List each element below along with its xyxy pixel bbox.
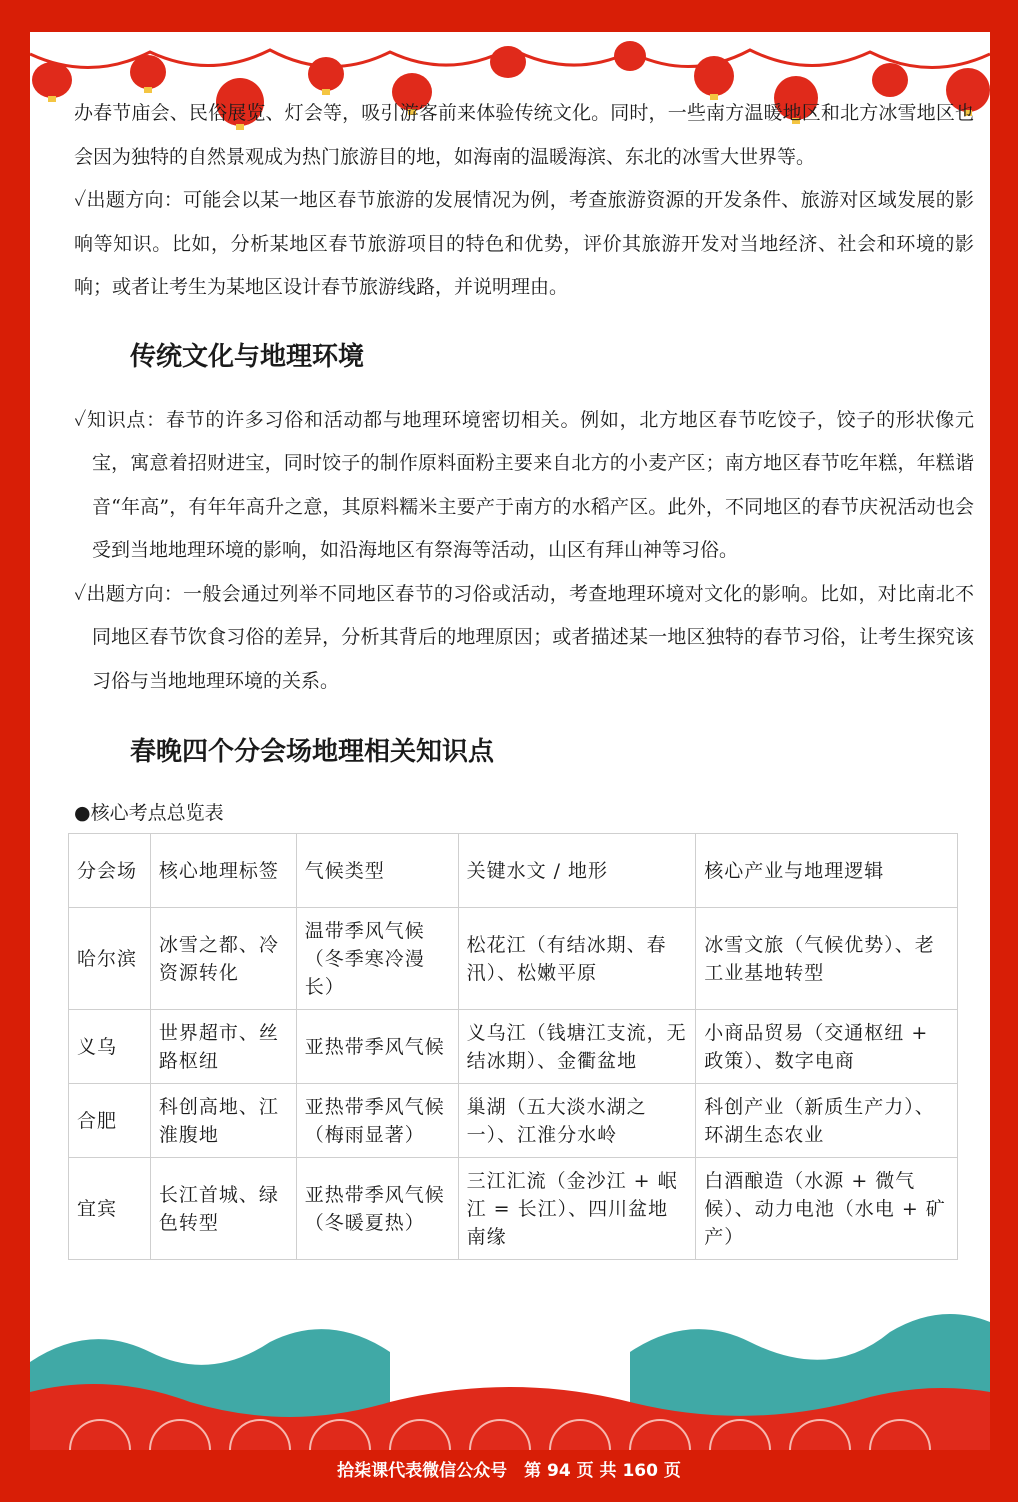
header-cell: 关键水文 / 地形 [458,834,696,908]
table-cell: 冰雪文旅（气候优势）、老工业基地转型 [696,908,958,1010]
table-cell: 合肥 [69,1084,151,1158]
table-cell: 温带季风气候（冬季寒冷漫长） [296,908,458,1010]
table-cell: 科创高地、江淮腹地 [150,1084,296,1158]
table-cell: 义乌 [69,1010,151,1084]
table-row [69,1158,958,1260]
table-row [69,1084,958,1158]
table-cell: 白酒酿造（水源 + 微气候）、动力电池（水电 + 矿产） [696,1158,958,1260]
table-cell: 世界超市、丝路枢纽 [150,1010,296,1084]
table-title: ●核心考点总览表 [74,802,224,824]
table-cell: 科创产业（新质生产力）、环湖生态农业 [696,1084,958,1158]
table-header-row [69,834,958,908]
table-cell: 巢湖（五大淡水湖之一）、江淮分水岭 [458,1084,696,1158]
table-cell: 冰雪之都、冷资源转化 [150,908,296,1010]
table-cell: 宜宾 [69,1158,151,1260]
table-cell: 亚热带季风气候（冬暖夏热） [296,1158,458,1260]
table-cell: 亚热带季风气候（梅雨显著） [296,1084,458,1158]
intro-direction-paragraph: ✓出题方向：可能会以某一地区春节旅游的发展情况为例，考查旅游资源的开发条件、旅游对区域发展的影响等知识。比如，分析某地区春节旅游项目的特色和优势，评价其旅游开发对当地经济、社会和环境的影响；或者让考生为某地区设计春节旅游线路，并说明理由。 [74,189,974,298]
content-area [74,92,974,1260]
core-points-table [68,833,958,1260]
table-row [69,908,958,1010]
page-footer: 拾柒课代表微信公众号 第 94 页 共 160 页 [337,1461,681,1481]
table-row [69,1010,958,1084]
section-title-culture: 传统文化与地理环境 [130,341,365,372]
intro-paragraph: 办春节庙会、民俗展览、灯会等，吸引游客前来体验传统文化。同时，一些南方温暖地区和北方冰雪地区也会因为独特的自然景观成为热门旅游目的地，如海南的温暖海滨、东北的冰雪大世界等。 [74,102,974,168]
direction-paragraph: ✓出题方向：一般会通过列举不同地区春节的习俗或活动，考查地理环境对文化的影响。比如，对比南北不同地区春节饮食习俗的差异，分析其背后的地理原因；或者描述某一地区独特的春节习俗，让考生探究该习俗与当地地理环境的关系。 [74,582,974,692]
page-sheet [30,32,990,1450]
header-cell: 核心地理标签 [150,834,296,908]
table-cell: 小商品贸易（交通枢纽 + 政策）、数字电商 [696,1010,958,1084]
header-cell: 核心产业与地理逻辑 [696,834,958,908]
section-title-gala: 春晚四个分会场地理相关知识点 [130,737,495,767]
table-cell: 三江汇流（金沙江 + 岷江 = 长江）、四川盆地南缘 [458,1158,696,1260]
table-cell: 亚热带季风气候 [296,1010,458,1084]
table-cell: 义乌江（钱塘江支流，无结冰期）、金衢盆地 [458,1010,696,1084]
table-cell: 松花江（有结冰期、春汛）、松嫩平原 [458,908,696,1010]
header-cell: 分会场 [69,834,151,908]
knowledge-paragraph: ✓知识点：春节的许多习俗和活动都与地理环境密切相关。例如，北方地区春节吃饺子，饺子的形状像元宝，寓意着招财进宝，同时饺子的制作原料面粉主要来自北方的小麦产区；南方地区春节吃年糕，年糕谐音“年高”，有年年高升之意，其原料糯米主要产于南方的水稻产区。此外，不同地区的春节庆祝活动也会受到当地地理环境的影响，如沿海地区有祭海等活动，山区有拜山神等习俗。 [74,408,974,561]
table-cell: 长江首城、绿色转型 [150,1158,296,1260]
festive-wave-decoration [30,1282,990,1450]
header-cell: 气候类型 [296,834,458,908]
table-cell: 哈尔滨 [69,908,151,1010]
